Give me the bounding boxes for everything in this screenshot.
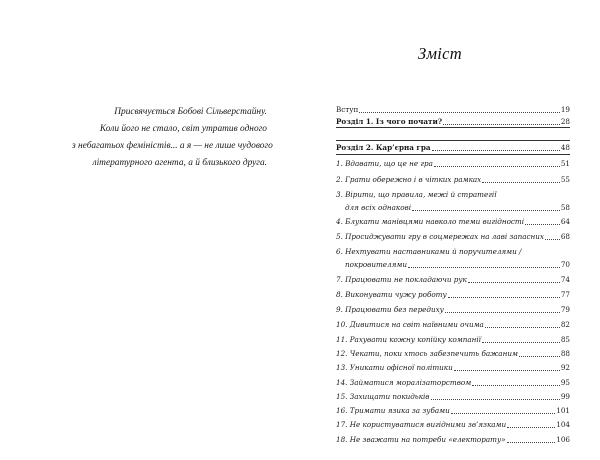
toc-leader-dots xyxy=(454,370,560,371)
toc-leader-dots xyxy=(485,327,560,328)
toc-entry xyxy=(336,158,570,169)
toc-leader-dots xyxy=(451,413,556,414)
dedication-line: Коли його не стало, світ утратив одного xyxy=(99,124,267,134)
toc-page-number: 58 xyxy=(560,203,570,212)
toc-entry xyxy=(336,434,570,445)
toc-leader-dots xyxy=(443,124,560,125)
toc-page-number: 51 xyxy=(560,159,570,168)
toc-entry xyxy=(336,104,570,115)
toc-entry xyxy=(336,116,570,127)
toc-entry-title: покровителями xyxy=(345,260,407,269)
toc-leader-dots xyxy=(434,166,560,167)
toc-entry xyxy=(336,142,570,153)
toc-entry-title: 6. Нехтувати наставниками й поручителями / xyxy=(336,247,522,256)
toc-page-number: 55 xyxy=(560,175,570,184)
toc-leader-dots xyxy=(468,282,560,283)
dedication xyxy=(72,104,273,172)
toc-leader-dots xyxy=(545,239,560,240)
toc-leader-dots xyxy=(507,442,556,443)
dedication-line: Присвячується Бобові Сільверстайну. xyxy=(114,107,267,117)
toc-leader-dots xyxy=(408,267,560,268)
toc-entry xyxy=(336,216,570,227)
toc-page-number: 19 xyxy=(560,105,570,114)
toc-page-number: 101 xyxy=(556,406,570,415)
toc-entry-title: 5. Просиджувати гру в соцмережах на лаві запасних xyxy=(336,232,544,241)
toc-entry xyxy=(336,289,570,300)
toc-entry xyxy=(336,304,570,315)
toc-leader-dots xyxy=(431,399,560,400)
toc-page-number: 92 xyxy=(560,363,570,372)
toc-entry-title: Розділ 2. Кар’єрна гра xyxy=(336,143,431,152)
toc-page-number: 79 xyxy=(560,305,570,314)
toc-entry-title: 15. Захищати покидьків xyxy=(336,392,430,401)
toc-entry xyxy=(336,189,570,200)
toc-entry-title: 3. Вірити, що правила, межі й стратегії xyxy=(336,190,497,199)
toc-entry xyxy=(336,405,570,416)
dedication-line: з небагатьох феміністів... а я — не лише чудового xyxy=(72,141,273,151)
toc-title: Зміст xyxy=(418,44,463,63)
toc-leader-dots xyxy=(432,150,560,151)
toc-page-number: 77 xyxy=(560,290,570,299)
toc-entry-title: 1. Вдавати, що це не гра xyxy=(336,159,433,168)
toc-entry-title: 8. Виконувати чужу роботу xyxy=(336,290,447,299)
toc-entry xyxy=(336,246,570,257)
toc-leader-dots xyxy=(448,297,560,298)
toc-page-number: 74 xyxy=(560,275,570,284)
toc-entry xyxy=(336,348,570,359)
toc-leader-dots xyxy=(507,427,555,428)
toc-entry-title: 17. Не користуватися вигідними зв’язками xyxy=(336,420,507,429)
toc-leader-dots xyxy=(519,356,560,357)
toc-entry-title: Вступ xyxy=(336,105,359,114)
toc-entry-title: 4. Блукати манівцями навколо теми вигідності xyxy=(336,217,525,226)
toc-leader-dots xyxy=(359,112,560,113)
toc-entry xyxy=(336,334,570,345)
toc-entry xyxy=(336,377,570,388)
toc-leader-dots xyxy=(525,224,560,225)
toc-leader-dots xyxy=(482,342,560,343)
toc-entry xyxy=(336,274,570,285)
toc-page-number: 99 xyxy=(560,392,570,401)
toc-page-number: 68 xyxy=(560,232,570,241)
toc-rule xyxy=(336,140,570,141)
toc-entry-title: 18. Не зважати на потреби «електорату» xyxy=(336,435,506,444)
toc-entry xyxy=(336,362,570,373)
toc-entry-title: 13. Уникати офісної політики xyxy=(336,363,453,372)
toc-entry-title: Розділ 1. Із чого почати? xyxy=(336,117,443,126)
toc-entry xyxy=(336,319,570,330)
toc-rule xyxy=(336,127,570,128)
toc-page-number: 70 xyxy=(560,260,570,269)
toc-entry xyxy=(336,391,570,402)
toc-leader-dots xyxy=(472,385,560,386)
toc-entry-title: 2. Грати обережно і в чітких рамках xyxy=(336,175,482,184)
toc-leader-dots xyxy=(445,312,560,313)
toc-entry xyxy=(345,202,570,213)
toc-entry-title: 10. Дивитися на світ наївними очима xyxy=(336,320,484,329)
toc-page-number: 95 xyxy=(560,378,570,387)
toc-page-number: 64 xyxy=(560,217,570,226)
toc-entry xyxy=(336,174,570,185)
toc-entry-title: 16. Тримати язика за зубами xyxy=(336,406,450,415)
toc-page-number: 48 xyxy=(560,143,570,152)
toc-entry-title: 9. Працювати без передиху xyxy=(336,305,444,314)
toc-page-number: 82 xyxy=(560,320,570,329)
toc-entry xyxy=(345,259,570,270)
toc-page-number: 106 xyxy=(556,435,570,444)
toc-page-number: 88 xyxy=(560,349,570,358)
toc-page-number: 85 xyxy=(560,335,570,344)
toc-page-number: 28 xyxy=(560,117,570,126)
toc-entry xyxy=(336,419,570,430)
toc-entry-title: 14. Займатися моралізаторством xyxy=(336,378,472,387)
toc-entry xyxy=(336,231,570,242)
toc-entry-title: для всіх однакові xyxy=(345,203,412,212)
toc-leader-dots xyxy=(412,210,560,211)
toc-entry-title: 7. Працювати не покладаючи рук xyxy=(336,275,467,284)
toc-rule xyxy=(336,154,570,155)
toc-page-number: 104 xyxy=(556,420,570,429)
toc-entry-title: 12. Чекати, поки хтось забезпечить бажаним xyxy=(336,349,518,358)
toc-leader-dots xyxy=(482,182,560,183)
toc-entry-title: 11. Рахувати кожну копійку компанії xyxy=(336,335,481,344)
dedication-line: літературного агента, а й близького друга. xyxy=(92,158,267,168)
